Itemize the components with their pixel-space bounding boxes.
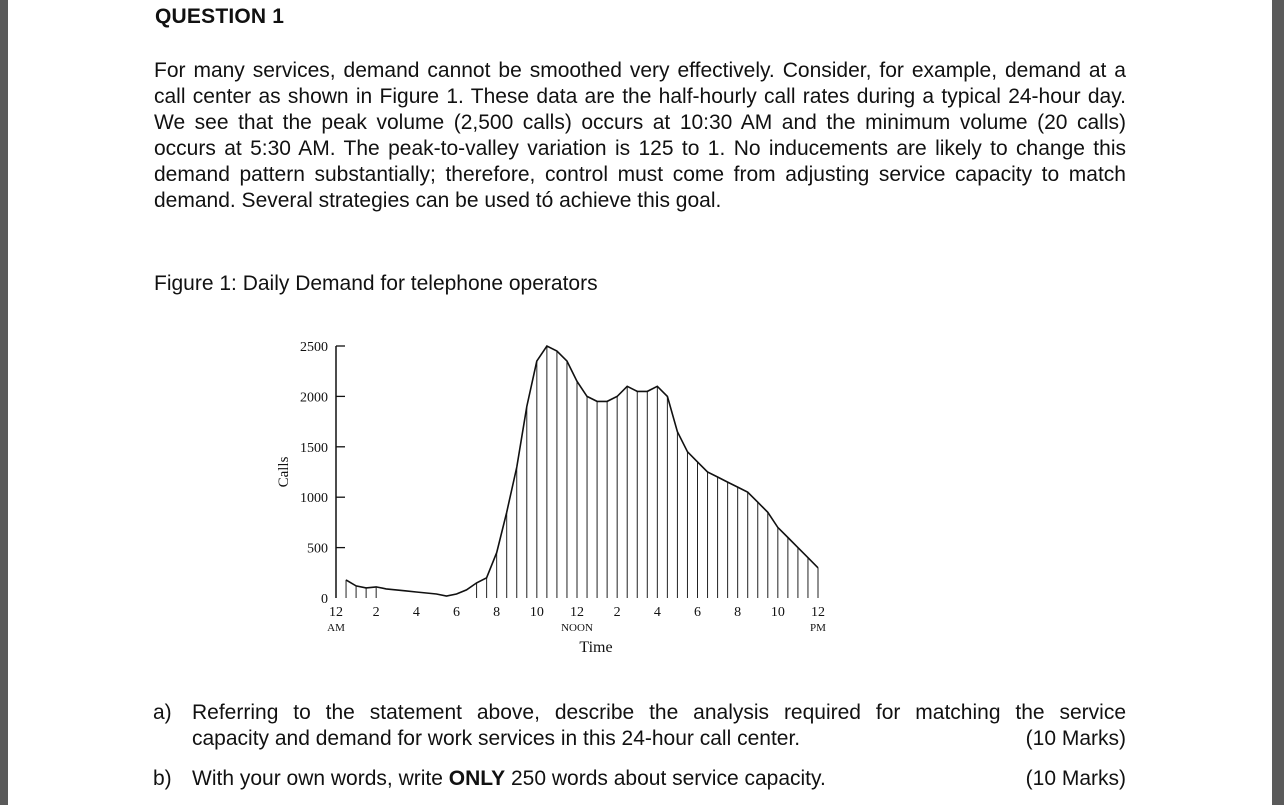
question-a-marks: (10 Marks) — [1025, 727, 1126, 750]
y-tick-label: 2000 — [300, 390, 328, 406]
question-b — [153, 766, 1126, 792]
x-tick-label: 4 — [412, 605, 420, 620]
x-sublabel-start: AM — [327, 622, 345, 634]
x-tick-label: 10 — [529, 605, 544, 620]
y-tick-label: 1000 — [300, 491, 328, 507]
demand-curve — [346, 346, 818, 596]
x-sublabel-noon: NOON — [561, 622, 593, 634]
x-tick-label: 6 — [694, 605, 701, 620]
x-tick-label: 8 — [493, 605, 501, 620]
question-paragraph: For many services, demand cannot be smoothed very effectively. Consider, for example, demand at a call center as shown in Figure 1. These data are the half-hourly call rates during a typical 24-hour day. We see that the peak volume (2,500 calls) occurs at 10:30 AM and the minimum volume (20 calls) occurs at 5:30 AM. The peak-to-valley variation is 125 to 1. No inducements are likely to change this demand pattern substantially; therefore, control must come from adjusting service capacity to match demand. Several strategies can be used tó achieve this goal. — [154, 59, 1126, 212]
daily-demand-chart — [260, 320, 860, 660]
x-tick-label: 2 — [613, 605, 621, 620]
figure-caption: Figure 1: Daily Demand for telephone operators — [154, 272, 598, 295]
question-b-post: 250 words about service capacity. — [505, 767, 826, 790]
y-tick-label: 2500 — [300, 340, 328, 355]
question-a-line2: capacity and demand for work services in this 24-hour call center. — [192, 727, 801, 750]
question-b-marks: (10 Marks) — [1025, 767, 1126, 790]
question-a — [153, 700, 1126, 752]
y-tick-label: 500 — [307, 541, 328, 557]
question-b-pre: With your own words, write — [192, 767, 449, 790]
x-tick-label: 8 — [734, 605, 742, 620]
x-tick-label: 10 — [770, 605, 785, 620]
x-tick-label: 6 — [453, 605, 460, 620]
y-tick-label: 1500 — [300, 440, 328, 456]
x-tick-label: 12 — [811, 605, 825, 620]
question-b-bold: ONLY — [448, 767, 506, 790]
x-axis-label: Time — [579, 639, 613, 656]
question-b-text — [192, 766, 1126, 792]
x-tick-label: 2 — [372, 605, 380, 620]
x-sublabel-end: PM — [810, 622, 826, 634]
question-b-label: b) — [153, 767, 172, 790]
x-tick-label: 12 — [570, 605, 584, 620]
y-tick-label: 0 — [321, 592, 328, 607]
question-a-label: a) — [153, 701, 172, 724]
x-tick-label: 4 — [653, 605, 661, 620]
left-edge-border — [0, 0, 8, 805]
x-tick-label: 12 — [329, 605, 343, 620]
right-edge-border — [1272, 0, 1284, 805]
y-axis-label: Calls — [276, 456, 292, 488]
question-a-line1: Referring to the statement above, describe the analysis required for matching the service — [192, 701, 1126, 724]
question-title: QUESTION 1 — [155, 5, 285, 28]
